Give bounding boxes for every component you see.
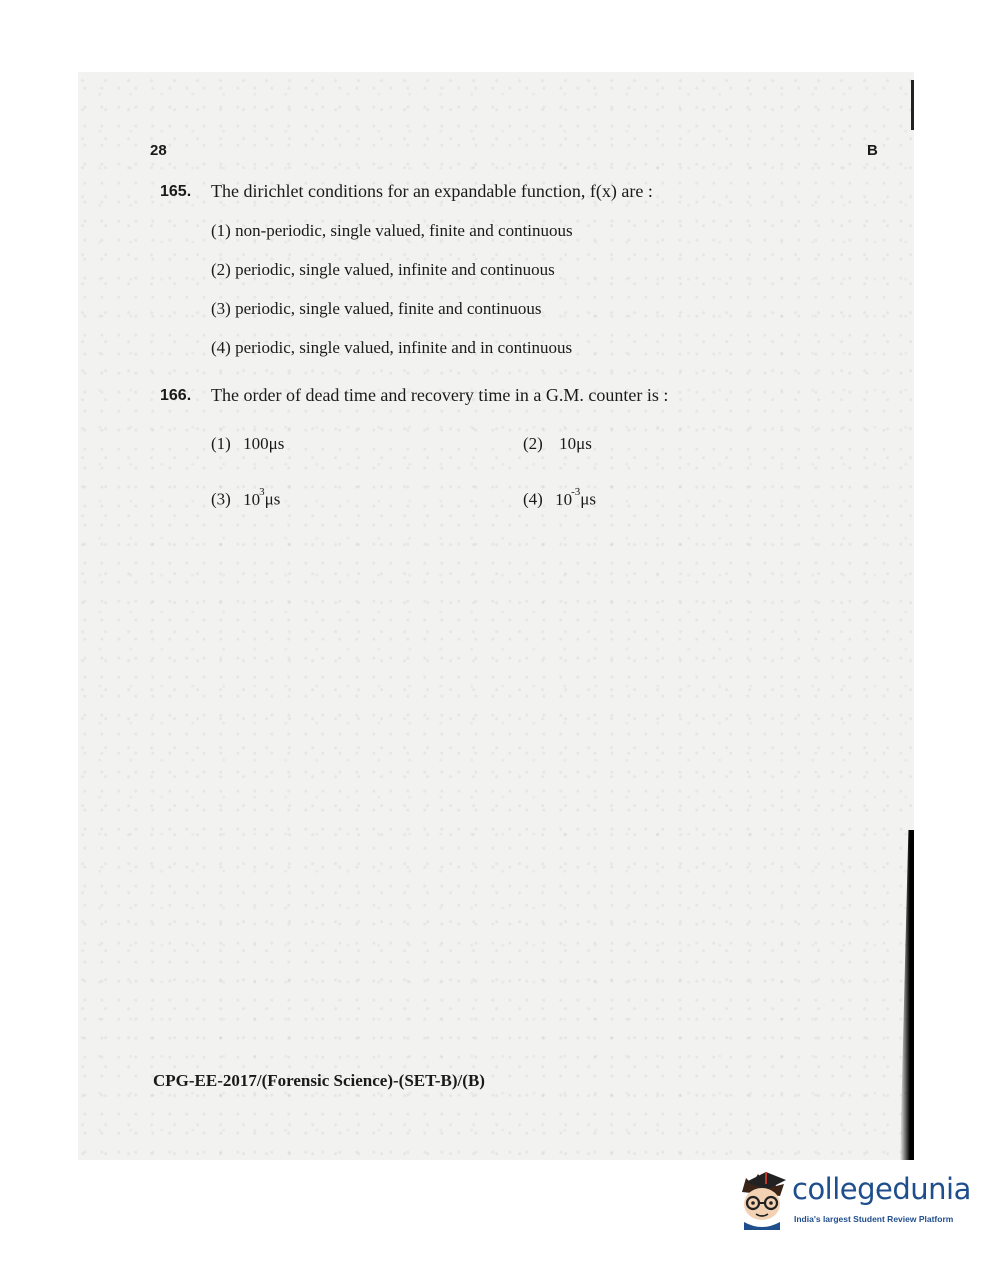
mascot-icon [736,1170,788,1230]
option-unit: μs [580,489,596,509]
question-166-option-1 [211,434,284,454]
question-166-option-2 [523,434,592,454]
question-165-option-1: (1) non-periodic, single valued, finite and continuous [211,221,573,240]
option-value: 100μs [243,434,285,453]
question-166-number: 166. [160,387,192,404]
collegedunia-logo [736,1164,971,1236]
question-166-text: The order of dead time and recovery time in a G.M. counter is : [211,385,669,405]
scan-edge-mark [911,80,914,130]
option-label: (2) [523,434,543,453]
question-166-option-4 [523,486,596,510]
question-165-option-4: (4) periodic, single valued, infinite and in continuous [211,338,573,357]
option-exponent: 3 [259,486,265,498]
option-label: (4) [523,489,543,509]
paper-code-footer: CPG-EE-2017/(Forensic Science)-(SET-B)/(B) [153,1071,485,1090]
question-165-number: 165. [160,183,192,200]
question-165-stem: The dirichlet conditions for an expandable function, f(x) are : [211,181,653,201]
option-exponent: -3 [571,486,581,498]
option-label: (1) [211,434,231,453]
brand-wordmark: collegedunia [792,1172,971,1206]
option-label: (3) [211,489,231,509]
option-base: 10 [243,489,261,509]
brand-tagline: India's largest Student Review Platform [794,1214,954,1224]
question-166-option-3 [211,486,281,510]
question-165-text [211,181,653,202]
option-value: 10μs [559,434,592,453]
option-base: 10 [555,489,573,509]
option-unit: μs [264,489,281,509]
page-number: 28 [150,142,167,159]
set-letter: B [867,142,878,159]
question-165-option-2: (2) periodic, single valued, infinite and continuous [211,260,555,279]
question-165-option-3: (3) periodic, single valued, finite and continuous [211,299,542,318]
